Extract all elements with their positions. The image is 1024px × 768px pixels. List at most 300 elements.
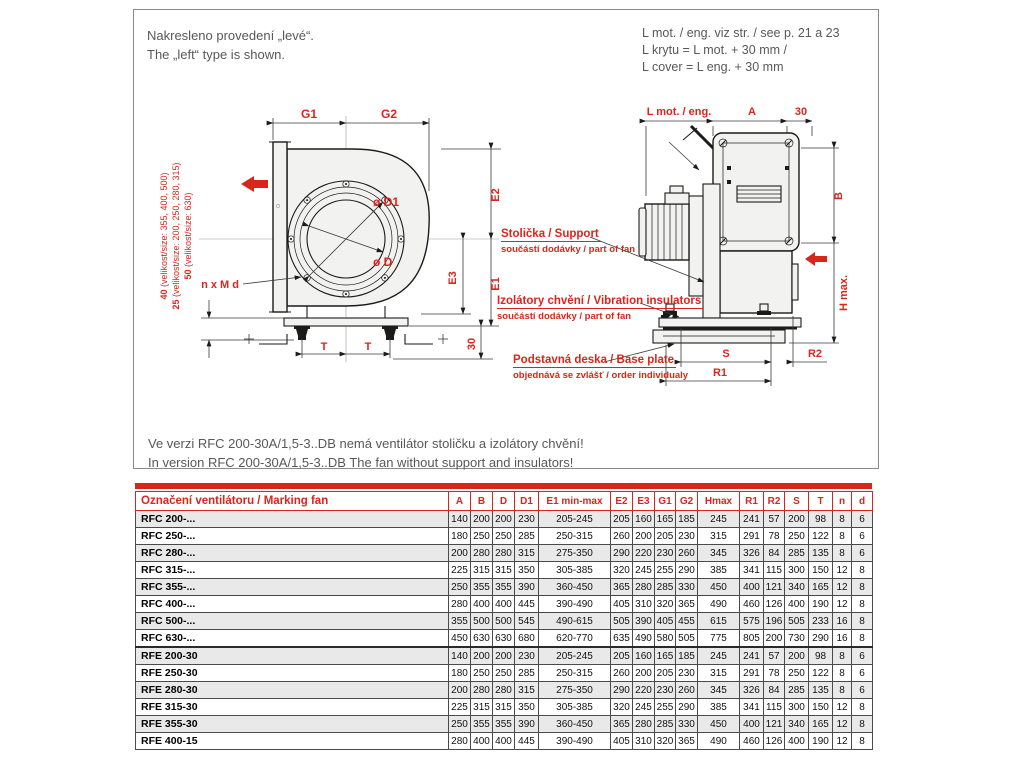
table-row — [136, 562, 873, 579]
value-cell: 285 — [515, 665, 539, 682]
motor — [639, 186, 703, 296]
value-cell: 115 — [764, 699, 785, 716]
value-cell: 8 — [852, 562, 873, 579]
value-cell: 326 — [740, 682, 764, 699]
value-cell: 290 — [676, 562, 698, 579]
value-cell: 326 — [740, 545, 764, 562]
value-cell: 315 — [515, 545, 539, 562]
value-cell: 455 — [676, 613, 698, 630]
value-cell: 355 — [493, 579, 515, 596]
value-cell: 400 — [493, 733, 515, 750]
value-cell: 126 — [764, 733, 785, 750]
value-cell: 285 — [655, 579, 676, 596]
value-cell: 230 — [655, 682, 676, 699]
value-cell: 365 — [611, 579, 633, 596]
callout-support-sub: součástí dodávky / part of fan — [501, 244, 636, 255]
value-cell: 160 — [633, 647, 655, 665]
value-cell: 200 — [471, 647, 493, 665]
value-cell: 205 — [611, 511, 633, 528]
value-cell: 445 — [515, 596, 539, 613]
value-cell: 285 — [655, 716, 676, 733]
table-row — [136, 647, 873, 665]
value-cell: 250 — [493, 665, 515, 682]
value-cell: 16 — [833, 613, 852, 630]
dim-label-e2: E2 — [490, 188, 502, 202]
size-note-25: 25 (velikost/size: 200, 250, 280, 315) — [171, 162, 181, 310]
bolt-spec-label: n x M d — [201, 279, 239, 291]
note-left-line2: The „left“ type is shown. — [147, 47, 285, 62]
callout-support-title: Stolička / Support — [501, 228, 599, 240]
value-cell: 200 — [633, 528, 655, 545]
value-cell: 290 — [809, 630, 833, 648]
fan-marking-cell: RFE 200-30 — [136, 647, 449, 665]
value-cell: 8 — [833, 528, 852, 545]
value-cell: 122 — [809, 528, 833, 545]
value-cell: 390-490 — [539, 733, 611, 750]
value-cell: 241 — [740, 511, 764, 528]
fan-marking-cell: RFE 250-30 — [136, 665, 449, 682]
value-cell: 340 — [785, 579, 809, 596]
value-cell: 400 — [785, 596, 809, 613]
value-cell: 630 — [493, 630, 515, 648]
value-cell: 500 — [493, 613, 515, 630]
value-cell: 365 — [676, 596, 698, 613]
value-cell: 200 — [764, 630, 785, 648]
value-cell: 390 — [633, 613, 655, 630]
value-cell: 8 — [833, 647, 852, 665]
value-cell: 291 — [740, 665, 764, 682]
size-note-40: 40 (velikost/size: 355, 400, 500) — [159, 172, 169, 300]
value-cell: 220 — [633, 545, 655, 562]
value-cell: 450 — [698, 579, 740, 596]
value-cell: 180 — [449, 528, 471, 545]
value-cell: 290 — [611, 682, 633, 699]
value-cell: 390 — [515, 579, 539, 596]
value-cell: 405 — [611, 596, 633, 613]
fan-marking-cell: RFC 355-... — [136, 579, 449, 596]
dim-label-lmot: L mot. / eng. — [646, 106, 712, 118]
value-cell: 355 — [471, 716, 493, 733]
value-cell: 6 — [852, 647, 873, 665]
value-cell: 250 — [449, 579, 471, 596]
value-cell: 365 — [611, 716, 633, 733]
value-cell: 730 — [785, 630, 809, 648]
value-cell: 84 — [764, 545, 785, 562]
base-plate — [653, 330, 785, 343]
note-left — [147, 26, 314, 64]
note-version-line2: In version RFC 200-30A/1,5-3..DB The fan without support and insulators! — [148, 455, 574, 470]
value-cell: 315 — [493, 699, 515, 716]
table-row — [136, 511, 873, 528]
value-cell: 6 — [852, 545, 873, 562]
vibration-isolator-icon — [294, 326, 310, 340]
dim-label-e3: E3 — [447, 271, 459, 285]
value-cell: 280 — [471, 545, 493, 562]
value-cell: 390 — [515, 716, 539, 733]
value-cell: 320 — [655, 596, 676, 613]
fan-volute-housing — [269, 142, 429, 312]
value-cell: 635 — [611, 630, 633, 648]
value-cell: 140 — [449, 647, 471, 665]
value-cell: 200 — [471, 511, 493, 528]
value-cell: 250-315 — [539, 665, 611, 682]
value-cell: 12 — [833, 699, 852, 716]
value-cell: 205-245 — [539, 647, 611, 665]
value-cell: 260 — [611, 665, 633, 682]
table-row — [136, 716, 873, 733]
vibration-isolator-icon — [382, 326, 398, 340]
value-cell: 150 — [809, 562, 833, 579]
value-cell: 8 — [852, 699, 873, 716]
floor-bracket — [405, 334, 433, 344]
value-cell: 460 — [740, 596, 764, 613]
value-cell: 545 — [515, 613, 539, 630]
value-cell: 315 — [471, 562, 493, 579]
col-header: Hmax — [698, 492, 740, 511]
value-cell: 185 — [676, 511, 698, 528]
fan-dimensions-table — [135, 491, 873, 750]
value-cell: 250 — [449, 716, 471, 733]
col-header: E2 — [611, 492, 633, 511]
value-cell: 345 — [698, 682, 740, 699]
value-cell: 205 — [655, 665, 676, 682]
value-cell: 250-315 — [539, 528, 611, 545]
value-cell: 8 — [833, 545, 852, 562]
value-cell: 320 — [611, 562, 633, 579]
table-header-row — [136, 492, 873, 511]
table-row — [136, 733, 873, 750]
value-cell: 121 — [764, 579, 785, 596]
value-cell: 360-450 — [539, 716, 611, 733]
dim-label-d1: ø D1 — [373, 195, 400, 209]
value-cell: 490 — [698, 733, 740, 750]
value-cell: 135 — [809, 545, 833, 562]
value-cell: 255 — [655, 699, 676, 716]
value-cell: 320 — [611, 699, 633, 716]
fan-marking-cell: RFE 400-15 — [136, 733, 449, 750]
dim-label-hmax: H max. — [838, 274, 850, 312]
value-cell: 6 — [852, 682, 873, 699]
fan-marking-cell: RFC 250-... — [136, 528, 449, 545]
table-row — [136, 545, 873, 562]
dim-label-r1: R1 — [712, 367, 728, 379]
value-cell: 280 — [471, 682, 493, 699]
motor-terminal-box — [665, 193, 689, 204]
value-cell: 245 — [633, 562, 655, 579]
value-cell: 291 — [740, 528, 764, 545]
value-cell: 245 — [698, 647, 740, 665]
note-right-line2: L krytu = L mot. + 30 mm / — [642, 43, 787, 57]
value-cell: 8 — [833, 511, 852, 528]
value-cell: 350 — [515, 699, 539, 716]
note-right-line3: L cover = L eng. + 30 mm — [642, 60, 784, 74]
value-cell: 16 — [833, 630, 852, 648]
value-cell: 115 — [764, 562, 785, 579]
value-cell: 320 — [655, 733, 676, 750]
value-cell: 280 — [633, 716, 655, 733]
value-cell: 12 — [833, 579, 852, 596]
motor-flange-plate — [689, 196, 703, 296]
table-body — [136, 511, 873, 750]
fan-marking-cell: RFC 200-... — [136, 511, 449, 528]
value-cell: 330 — [676, 716, 698, 733]
value-cell: 450 — [698, 716, 740, 733]
fan-marking-cell: RFE 315-30 — [136, 699, 449, 716]
value-cell: 185 — [676, 647, 698, 665]
value-cell: 140 — [449, 511, 471, 528]
value-cell: 190 — [809, 733, 833, 750]
dim-label-t-left: T — [320, 341, 328, 353]
value-cell: 165 — [655, 511, 676, 528]
note-right — [642, 25, 840, 76]
fan-marking-cell: RFE 280-30 — [136, 682, 449, 699]
value-cell: 280 — [449, 733, 471, 750]
value-cell: 285 — [785, 545, 809, 562]
value-cell: 126 — [764, 596, 785, 613]
value-cell: 190 — [809, 596, 833, 613]
value-cell: 245 — [633, 699, 655, 716]
value-cell: 6 — [852, 528, 873, 545]
col-header: G1 — [655, 492, 676, 511]
value-cell: 405 — [655, 613, 676, 630]
value-cell: 180 — [449, 665, 471, 682]
value-cell: 400 — [740, 579, 764, 596]
value-cell: 500 — [471, 613, 493, 630]
value-cell: 12 — [833, 562, 852, 579]
value-cell: 121 — [764, 716, 785, 733]
value-cell: 285 — [785, 682, 809, 699]
value-cell: 400 — [471, 733, 493, 750]
value-cell: 460 — [740, 733, 764, 750]
value-cell: 345 — [698, 545, 740, 562]
table-row — [136, 665, 873, 682]
floor-bracket — [259, 334, 287, 344]
hmax-direction-arrow-icon — [805, 252, 827, 266]
value-cell: 98 — [809, 647, 833, 665]
value-cell: 8 — [852, 613, 873, 630]
value-cell: 275-350 — [539, 545, 611, 562]
value-cell: 6 — [852, 665, 873, 682]
fan-marking-cell: RFC 630-... — [136, 630, 449, 648]
col-header: S — [785, 492, 809, 511]
value-cell: 285 — [515, 528, 539, 545]
value-cell: 260 — [676, 545, 698, 562]
value-cell: 200 — [449, 682, 471, 699]
motor-end-cap — [639, 208, 646, 256]
value-cell: 315 — [698, 528, 740, 545]
value-cell: 445 — [515, 733, 539, 750]
col-header: E3 — [633, 492, 655, 511]
col-header: R2 — [764, 492, 785, 511]
value-cell: 8 — [852, 630, 873, 648]
value-cell: 280 — [449, 596, 471, 613]
value-cell: 57 — [764, 511, 785, 528]
value-cell: 200 — [493, 511, 515, 528]
value-cell: 196 — [764, 613, 785, 630]
value-cell: 355 — [471, 579, 493, 596]
value-cell: 280 — [493, 682, 515, 699]
table-row — [136, 596, 873, 613]
value-cell: 275-350 — [539, 682, 611, 699]
value-cell: 505 — [676, 630, 698, 648]
value-cell: 250 — [785, 665, 809, 682]
value-cell: 230 — [515, 511, 539, 528]
value-cell: 233 — [809, 613, 833, 630]
value-cell: 205 — [655, 528, 676, 545]
value-cell: 165 — [809, 716, 833, 733]
value-cell: 250 — [785, 528, 809, 545]
callout-insulators — [497, 291, 703, 322]
dim-label-g1: G1 — [300, 107, 318, 121]
value-cell: 230 — [655, 545, 676, 562]
value-cell: 8 — [833, 665, 852, 682]
value-cell: 225 — [449, 699, 471, 716]
value-cell: 260 — [611, 528, 633, 545]
dim-label-g2: G2 — [380, 107, 398, 121]
dim-label-s: S — [722, 348, 730, 360]
value-cell: 365 — [676, 733, 698, 750]
value-cell: 385 — [698, 562, 740, 579]
value-cell: 205-245 — [539, 511, 611, 528]
value-cell: 230 — [515, 647, 539, 665]
value-cell: 200 — [785, 647, 809, 665]
table-row — [136, 699, 873, 716]
value-cell: 230 — [676, 665, 698, 682]
dim-label-r2: R2 — [807, 348, 823, 360]
col-header: n — [833, 492, 852, 511]
value-cell: 8 — [852, 579, 873, 596]
value-cell: 160 — [633, 511, 655, 528]
value-cell: 341 — [740, 562, 764, 579]
value-cell: 505 — [785, 613, 809, 630]
dim-label-d: ø D — [373, 255, 393, 269]
value-cell: 250 — [471, 665, 493, 682]
value-cell: 680 — [515, 630, 539, 648]
value-cell: 405 — [611, 733, 633, 750]
value-cell: 150 — [809, 699, 833, 716]
callout-support — [501, 224, 635, 255]
value-cell: 165 — [809, 579, 833, 596]
value-cell: 805 — [740, 630, 764, 648]
value-cell: 280 — [493, 545, 515, 562]
flow-direction-arrow-icon — [241, 176, 268, 192]
value-cell: 250 — [493, 528, 515, 545]
value-cell: 350 — [515, 562, 539, 579]
note-left-line1: Nakresleno provedení „levé“. — [147, 28, 314, 43]
note-right-line1: L mot. / eng. viz str. / see p. 21 a 23 — [642, 26, 840, 40]
value-cell: 315 — [471, 699, 493, 716]
dim-label-e1: E1 — [490, 277, 502, 291]
col-header: D1 — [515, 492, 539, 511]
value-cell: 290 — [676, 699, 698, 716]
value-cell: 310 — [633, 733, 655, 750]
col-header-marking-fan: Označení ventilátoru / Marking fan — [136, 492, 449, 511]
col-header: E1 min-max — [539, 492, 611, 511]
value-cell: 8 — [852, 716, 873, 733]
value-cell: 630 — [471, 630, 493, 648]
fan-housing-side — [713, 133, 799, 251]
value-cell: 200 — [493, 647, 515, 665]
value-cell: 290 — [611, 545, 633, 562]
table-top-accent-bar — [135, 483, 872, 489]
value-cell: 260 — [676, 682, 698, 699]
table-row — [136, 630, 873, 648]
fan-marking-cell: RFC 400-... — [136, 596, 449, 613]
fan-marking-cell: RFC 315-... — [136, 562, 449, 579]
scroll-side-box — [720, 251, 798, 313]
value-cell: 400 — [493, 596, 515, 613]
table-row — [136, 682, 873, 699]
note-version — [148, 434, 584, 472]
value-cell: 12 — [833, 716, 852, 733]
fan-marking-cell: RFE 355-30 — [136, 716, 449, 733]
value-cell: 315 — [493, 562, 515, 579]
value-cell: 122 — [809, 665, 833, 682]
col-header: T — [809, 492, 833, 511]
value-cell: 575 — [740, 613, 764, 630]
value-cell: 310 — [633, 596, 655, 613]
value-cell: 340 — [785, 716, 809, 733]
col-header: B — [471, 492, 493, 511]
fan-front-view-drawing — [141, 96, 521, 406]
col-header: R1 — [740, 492, 764, 511]
value-cell: 400 — [471, 596, 493, 613]
dim-label-30: 30 — [466, 337, 478, 351]
value-cell: 505 — [611, 613, 633, 630]
value-cell: 450 — [449, 630, 471, 648]
value-cell: 305-385 — [539, 562, 611, 579]
value-cell: 315 — [698, 665, 740, 682]
dim-label-30: 30 — [794, 106, 808, 118]
value-cell: 330 — [676, 579, 698, 596]
fan-marking-cell: RFC 500-... — [136, 613, 449, 630]
drawing-frame — [133, 9, 879, 469]
col-header: A — [449, 492, 471, 511]
col-header: D — [493, 492, 515, 511]
dim-label-t-right: T — [364, 341, 372, 353]
value-cell: 250 — [471, 528, 493, 545]
value-cell: 775 — [698, 630, 740, 648]
value-cell: 12 — [833, 596, 852, 613]
value-cell: 315 — [515, 682, 539, 699]
value-cell: 400 — [740, 716, 764, 733]
table-row — [136, 528, 873, 545]
value-cell: 230 — [676, 528, 698, 545]
value-cell: 8 — [833, 682, 852, 699]
callout-baseplate — [513, 350, 688, 381]
value-cell: 355 — [449, 613, 471, 630]
value-cell: 200 — [633, 665, 655, 682]
value-cell: 57 — [764, 647, 785, 665]
value-cell: 341 — [740, 699, 764, 716]
support-column — [703, 184, 720, 318]
value-cell: 390-490 — [539, 596, 611, 613]
value-cell: 300 — [785, 562, 809, 579]
value-cell: 615 — [698, 613, 740, 630]
dim-label-a: A — [748, 106, 756, 118]
value-cell: 245 — [698, 511, 740, 528]
inlet-arrow-icon — [669, 126, 719, 170]
value-cell: 200 — [449, 545, 471, 562]
value-cell: 205 — [611, 647, 633, 665]
value-cell: 200 — [785, 511, 809, 528]
value-cell: 490 — [633, 630, 655, 648]
value-cell: 225 — [449, 562, 471, 579]
col-header: d — [852, 492, 873, 511]
value-cell: 255 — [655, 562, 676, 579]
value-cell: 12 — [833, 733, 852, 750]
table-row — [136, 579, 873, 596]
